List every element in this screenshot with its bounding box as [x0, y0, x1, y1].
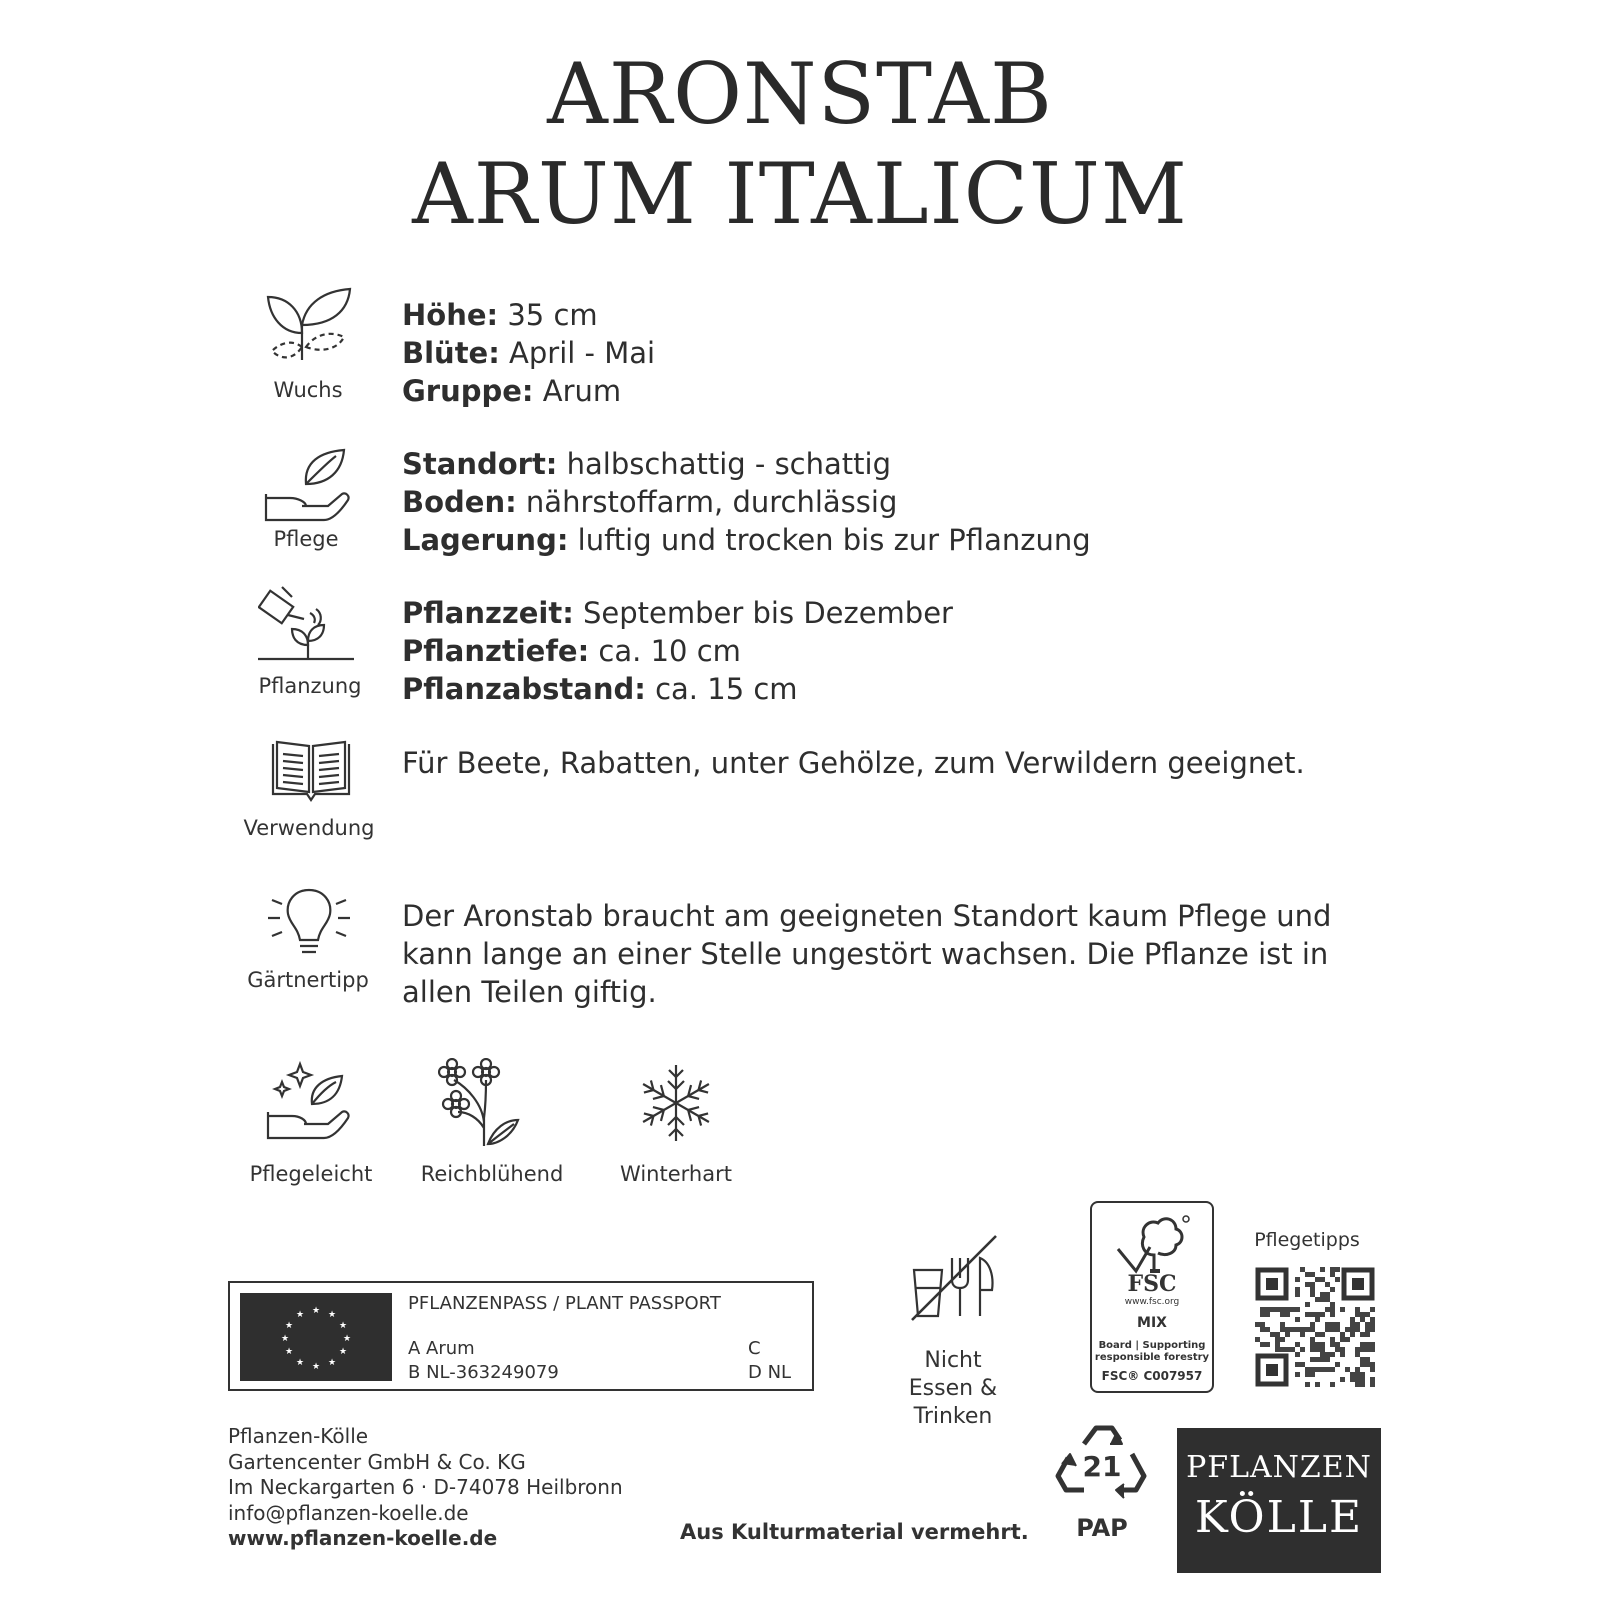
passport-field-b: B NL-363249079 [408, 1362, 559, 1383]
gaertnertipp-label: Gärtnertipp [247, 968, 369, 992]
info-value: nährstoffarm, durchlässig [516, 485, 898, 519]
book-icon [271, 740, 351, 804]
info-key: Lagerung: [402, 523, 569, 557]
wuchs-info [402, 296, 655, 410]
propagation-note: Aus Kulturmaterial vermehrt. [680, 1520, 1029, 1544]
watering-can-icon [258, 583, 354, 673]
company-address [228, 1424, 623, 1552]
info-row [402, 632, 953, 670]
info-row [402, 334, 655, 372]
no-consumption-line-2: Essen & Trinken [908, 1376, 998, 1429]
flowers-icon [438, 1058, 534, 1148]
address-line: Gartencenter GmbH & Co. KG [228, 1449, 526, 1474]
verwendung-label: Verwendung [243, 816, 375, 840]
snowflake-icon [636, 1063, 716, 1143]
feature-label: Pflegeleicht [249, 1162, 373, 1186]
brand-logo [1177, 1428, 1381, 1573]
info-key: Pflanzzeit: [402, 596, 574, 630]
feature-label: Reichblühend [420, 1162, 564, 1186]
svg-text:★: ★ [338, 1321, 348, 1331]
verwendung-text: Für Beete, Rabatten, unter Gehölze, zum Verwildern geeignet. [402, 746, 1305, 780]
passport-field-d: D NL [748, 1362, 792, 1383]
hand-leaf-icon [262, 448, 352, 528]
feature-label: Winterhart [620, 1162, 732, 1186]
info-value: April - Mai [499, 336, 656, 370]
pflanzung-info [402, 594, 953, 708]
info-key: Standort: [402, 447, 558, 481]
info-row [402, 670, 953, 708]
pflege-info [402, 445, 1091, 559]
info-key: Gruppe: [402, 374, 534, 408]
info-value: Arum [533, 374, 622, 408]
info-row [402, 445, 1091, 483]
gaertnertipp-text: Der Aronstab braucht am geeigneten Standort kaum Pflege und kann lange an einer Stelle ungestört wachsen. Die Pflanze ist in allen Teilen giftig. [402, 899, 1332, 1009]
svg-text:★: ★ [280, 1334, 290, 1344]
svg-text:★: ★ [327, 1358, 337, 1368]
no-consumption-line-1: Nicht [924, 1348, 982, 1373]
passport-field-a: A Arum [408, 1338, 475, 1359]
info-value: ca. 10 cm [589, 634, 741, 668]
brand-line-1: PFLANZEN [1186, 1450, 1372, 1485]
info-row [402, 483, 1091, 521]
info-value: 35 cm [498, 298, 598, 332]
hand-leaf-sparkle-icon [266, 1060, 352, 1142]
passport-heading: PFLANZENPASS / PLANT PASSPORT [408, 1293, 721, 1314]
svg-text:★: ★ [327, 1310, 337, 1320]
lightbulb-icon [266, 884, 352, 964]
svg-text:★: ★ [342, 1334, 352, 1344]
info-key: Pflanztiefe: [402, 634, 590, 668]
fsc-name: FSC [1127, 1271, 1177, 1297]
svg-text:★: ★ [284, 1321, 294, 1331]
info-key: Boden: [402, 485, 517, 519]
svg-text:★: ★ [295, 1358, 305, 1368]
info-key: Höhe: [402, 298, 499, 332]
info-row [402, 594, 953, 632]
fsc-code: FSC® C007957 [1101, 1369, 1203, 1383]
fsc-label [1090, 1201, 1214, 1393]
title-line-1: ARONSTAB [547, 45, 1053, 143]
address-line: Im Neckargarten 6 · D-74078 Heilbronn [228, 1475, 623, 1499]
address-line: Pflanzen-Kölle [228, 1424, 369, 1448]
eu-flag-icon [240, 1293, 392, 1381]
svg-text:★: ★ [311, 1362, 321, 1372]
fsc-claim-1: Board | Supporting [1098, 1340, 1206, 1351]
fsc-mix: MIX [1137, 1315, 1167, 1331]
info-row [402, 296, 655, 334]
fsc-claim-2: responsible forestry [1094, 1352, 1210, 1363]
no-food-drink-icon [908, 1232, 1000, 1322]
title-line-2: ARUM ITALICUM [412, 145, 1188, 243]
svg-text:★: ★ [338, 1347, 348, 1357]
info-value: ca. 15 cm [645, 672, 798, 706]
qr-label: Pflegetipps [1254, 1229, 1360, 1251]
plant-passport [228, 1281, 814, 1391]
svg-text:★: ★ [284, 1347, 294, 1357]
info-value: luftig und trocken bis zur Pflanzung [568, 523, 1091, 557]
info-row [402, 372, 655, 410]
recycle-number: 21 [1082, 1450, 1122, 1483]
info-row [402, 521, 1091, 559]
info-key: Blüte: [402, 336, 500, 370]
svg-text:★: ★ [295, 1310, 305, 1320]
website-link[interactable]: www.pflanzen-koelle.de [228, 1526, 498, 1550]
info-value: September bis Dezember [573, 596, 953, 630]
email-link[interactable]: info@pflanzen-koelle.de [228, 1500, 469, 1525]
qr-code-icon[interactable] [1254, 1266, 1376, 1388]
passport-field-c: C [748, 1338, 761, 1359]
seedling-icon [262, 285, 352, 375]
pflege-label: Pflege [273, 527, 339, 551]
brand-line-2: KÖLLE [1194, 1492, 1364, 1543]
wuchs-label: Wuchs [273, 378, 343, 402]
svg-text:★: ★ [311, 1306, 321, 1316]
pflanzung-label: Pflanzung [258, 674, 362, 698]
no-consumption-text [868, 1347, 1038, 1431]
fsc-url: www.fsc.org [1124, 1297, 1180, 1307]
info-value: halbschattig - schattig [557, 447, 891, 481]
recycle-code: PAP [1076, 1514, 1128, 1542]
info-key: Pflanzabstand: [402, 672, 646, 706]
